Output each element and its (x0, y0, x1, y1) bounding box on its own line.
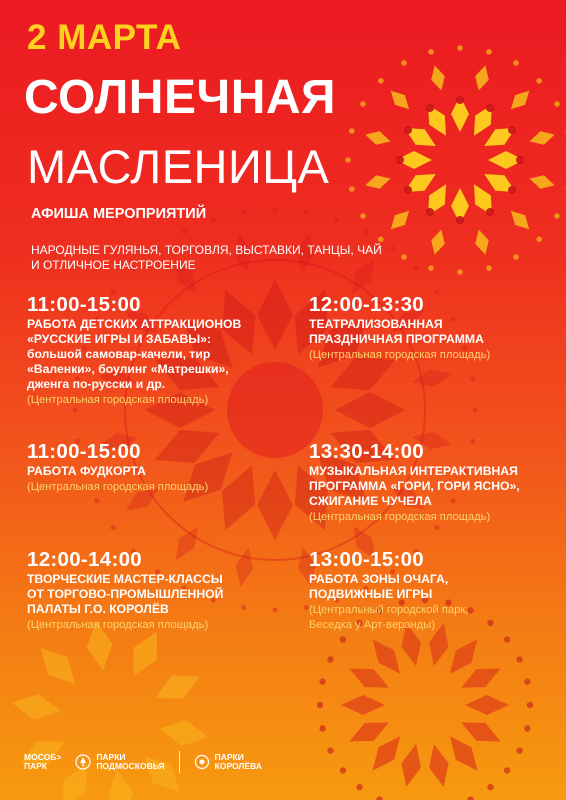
logo-text-line: ПОДМОСКОВЬЯ (96, 761, 165, 771)
event-title-line: «РУССКИЕ ИГРЫ И ЗАБАВЫ»: (27, 332, 212, 346)
parks-koroleva-logo (194, 753, 262, 771)
event-title-line: ПРОГРАММА «ГОРИ, ГОРИ ЯСНО», (309, 479, 520, 493)
title-line-1: СОЛНЕЧНАЯ (24, 71, 337, 124)
event-time: 13:30-14:00 (309, 440, 424, 463)
event-place: (Центральная городская площадь) (309, 511, 491, 523)
event-details (27, 347, 299, 392)
event-place: (Центральная городская площадь) (309, 349, 491, 361)
afisha-heading: АФИША МЕРОПРИЯТИЙ (31, 206, 207, 222)
event-title (27, 317, 299, 347)
sun-logo-icon (194, 754, 210, 770)
event-title (309, 317, 549, 347)
tree-icon (75, 754, 91, 770)
event-title-line: ПОДВИЖНЫЕ ИГРЫ (309, 587, 433, 601)
event-time: 12:00-14:00 (27, 548, 142, 571)
parks-podmoskovya-logo (75, 753, 164, 771)
logo-divider (179, 751, 180, 773)
event-item (27, 549, 299, 633)
event-title-line: РАБОТА ЗОНЫ ОЧАГА, (309, 572, 449, 586)
subtitle (31, 243, 451, 273)
event-item (27, 294, 299, 408)
event-item (309, 549, 559, 633)
event-title-line: РАБОТА ДЕТСКИХ АТТРАКЦИОНОВ (27, 317, 242, 331)
event-title (27, 464, 299, 479)
event-item (27, 441, 299, 495)
subtitle-line: И ОТЛИЧНОЕ НАСТРОЕНИЕ (31, 258, 196, 272)
mosobpark-logo (24, 753, 61, 771)
footer-logos (24, 750, 262, 774)
event-title-line: РАБОТА ФУДКОРТА (27, 464, 146, 478)
event-time: 11:00-15:00 (27, 440, 141, 463)
event-title-line: СЖИГАНИЕ ЧУЧЕЛА (309, 494, 432, 508)
event-detail-line: «Валенки», боулинг «Матрешки», (27, 362, 229, 376)
logo-text-line: ПАРКИ (214, 752, 244, 762)
event-title (309, 572, 559, 602)
event-title (309, 464, 559, 509)
event-detail-line: дженга по-русски и др. (27, 377, 166, 391)
event-place-line: Беседка у Арт-веранды) (309, 619, 436, 631)
logo-text-line: ПАРК (24, 761, 48, 771)
event-item (309, 441, 559, 525)
event-title-line: ПАЛАТЫ Г.О. КОРОЛЁВ (27, 602, 169, 616)
event-time: 13:00-15:00 (309, 548, 424, 571)
event-date: 2 МАРТА (27, 18, 182, 57)
event-title (27, 572, 299, 617)
event-place: (Центральная городская площадь) (27, 394, 209, 406)
event-item (309, 294, 549, 363)
logo-text-line: ПАРКИ (96, 752, 126, 762)
event-detail-line: большой самовар-качели, тир (27, 347, 211, 361)
logo-text-line: МОСОБ> (24, 752, 62, 762)
event-title-line: ТВОРЧЕСКИЕ МАСТЕР-КЛАССЫ (27, 572, 223, 586)
event-place: (Центральная городская площадь) (27, 481, 209, 493)
title-line-2: МАСЛЕНИЦА (27, 140, 330, 193)
event-title-line: ТЕАТРАЛИЗОВАННАЯ (309, 317, 443, 331)
event-place-line: (Центральный городской парк, (309, 604, 469, 616)
event-time: 11:00-15:00 (27, 293, 141, 316)
subtitle-line: НАРОДНЫЕ ГУЛЯНЬЯ, ТОРГОВЛЯ, ВЫСТАВКИ, ТАНЦЫ, ЧАЙ (31, 243, 382, 257)
event-place (309, 603, 559, 633)
event-title-line: ОТ ТОРГОВО-ПРОМЫШЛЕННОЙ (27, 587, 224, 601)
logo-text-line: КОРОЛЁВА (214, 761, 262, 771)
event-title-line: ПРАЗДНИЧНАЯ ПРОГРАММА (309, 332, 484, 346)
event-title-line: МУЗЫКАЛЬНАЯ ИНТЕРАКТИВНАЯ (309, 464, 518, 478)
event-place: (Центральная городская площадь) (27, 619, 209, 631)
event-time: 12:00-13:30 (309, 293, 424, 316)
